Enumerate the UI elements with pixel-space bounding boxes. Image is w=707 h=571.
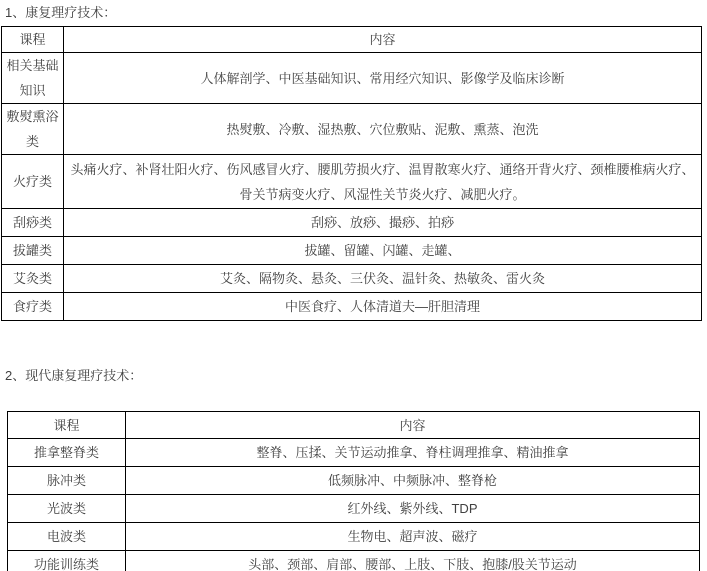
table-row bbox=[2, 53, 702, 104]
content-cell: 热熨敷、冷敷、湿热敷、穴位敷贴、泥敷、熏蒸、泡洗 bbox=[64, 104, 702, 155]
section2-title: 2、现代康复理疗技术： bbox=[5, 368, 143, 383]
content-cell: 低频脉冲、中频脉冲、整脊枪 bbox=[126, 467, 700, 495]
course-cell: 功能训练类 bbox=[8, 551, 126, 571]
course-cell: 相关基础知识 bbox=[2, 53, 64, 104]
rehab-therapy-table bbox=[1, 26, 702, 321]
table-row bbox=[2, 237, 702, 265]
course-header-cell: 课程 bbox=[8, 412, 126, 439]
course-cell: 拔罐类 bbox=[2, 237, 64, 265]
content-cell: 人体解剖学、中医基础知识、常用经穴知识、影像学及临床诊断 bbox=[64, 53, 702, 104]
table-header-row bbox=[8, 412, 700, 439]
table-row bbox=[8, 467, 700, 495]
table-row bbox=[2, 265, 702, 293]
content-cell: 红外线、紫外线、TDP bbox=[126, 495, 700, 523]
content-cell: 中医食疗、人体清道夫—肝胆清理 bbox=[64, 293, 702, 321]
table-header-row bbox=[2, 27, 702, 53]
table-row bbox=[2, 293, 702, 321]
content-cell: 艾灸、隔物灸、悬灸、三伏灸、温针灸、热敏灸、雷火灸 bbox=[64, 265, 702, 293]
content-cell: 生物电、超声波、磁疗 bbox=[126, 523, 700, 551]
modern-rehab-therapy-table bbox=[7, 411, 700, 571]
course-cell: 敷熨熏浴类 bbox=[2, 104, 64, 155]
course-cell: 食疗类 bbox=[2, 293, 64, 321]
content-cell: 刮痧、放痧、撮痧、拍痧 bbox=[64, 209, 702, 237]
course-cell: 火疗类 bbox=[2, 155, 64, 209]
table-row bbox=[2, 209, 702, 237]
content-header-cell: 内容 bbox=[64, 27, 702, 53]
course-cell: 推拿整脊类 bbox=[8, 439, 126, 467]
course-cell: 电波类 bbox=[8, 523, 126, 551]
section1-title: 1、康复理疗技术： bbox=[5, 5, 117, 20]
course-cell: 脉冲类 bbox=[8, 467, 126, 495]
table-row bbox=[2, 155, 702, 209]
table-row bbox=[8, 551, 700, 571]
table-row bbox=[8, 439, 700, 467]
content-cell: 整脊、压揉、关节运动推拿、脊柱调理推拿、精油推拿 bbox=[126, 439, 700, 467]
course-header-cell: 课程 bbox=[2, 27, 64, 53]
table-row bbox=[8, 495, 700, 523]
table-row bbox=[8, 523, 700, 551]
content-header-cell: 内容 bbox=[126, 412, 700, 439]
content-cell: 头部、颈部、肩部、腰部、上肢、下肢、抱膝/股关节运动 bbox=[126, 551, 700, 571]
content-cell: 头痛火疗、补肾壮阳火疗、伤风感冒火疗、腰肌劳损火疗、温胃散寒火疗、通络开背火疗、颈椎腰椎病火疗、骨关节病变火疗、风湿性关节炎火疗、减肥火疗。 bbox=[64, 155, 702, 209]
course-cell: 刮痧类 bbox=[2, 209, 64, 237]
course-cell: 光波类 bbox=[8, 495, 126, 523]
course-cell: 艾灸类 bbox=[2, 265, 64, 293]
content-cell: 拔罐、留罐、闪罐、走罐、 bbox=[64, 237, 702, 265]
table-row bbox=[2, 104, 702, 155]
